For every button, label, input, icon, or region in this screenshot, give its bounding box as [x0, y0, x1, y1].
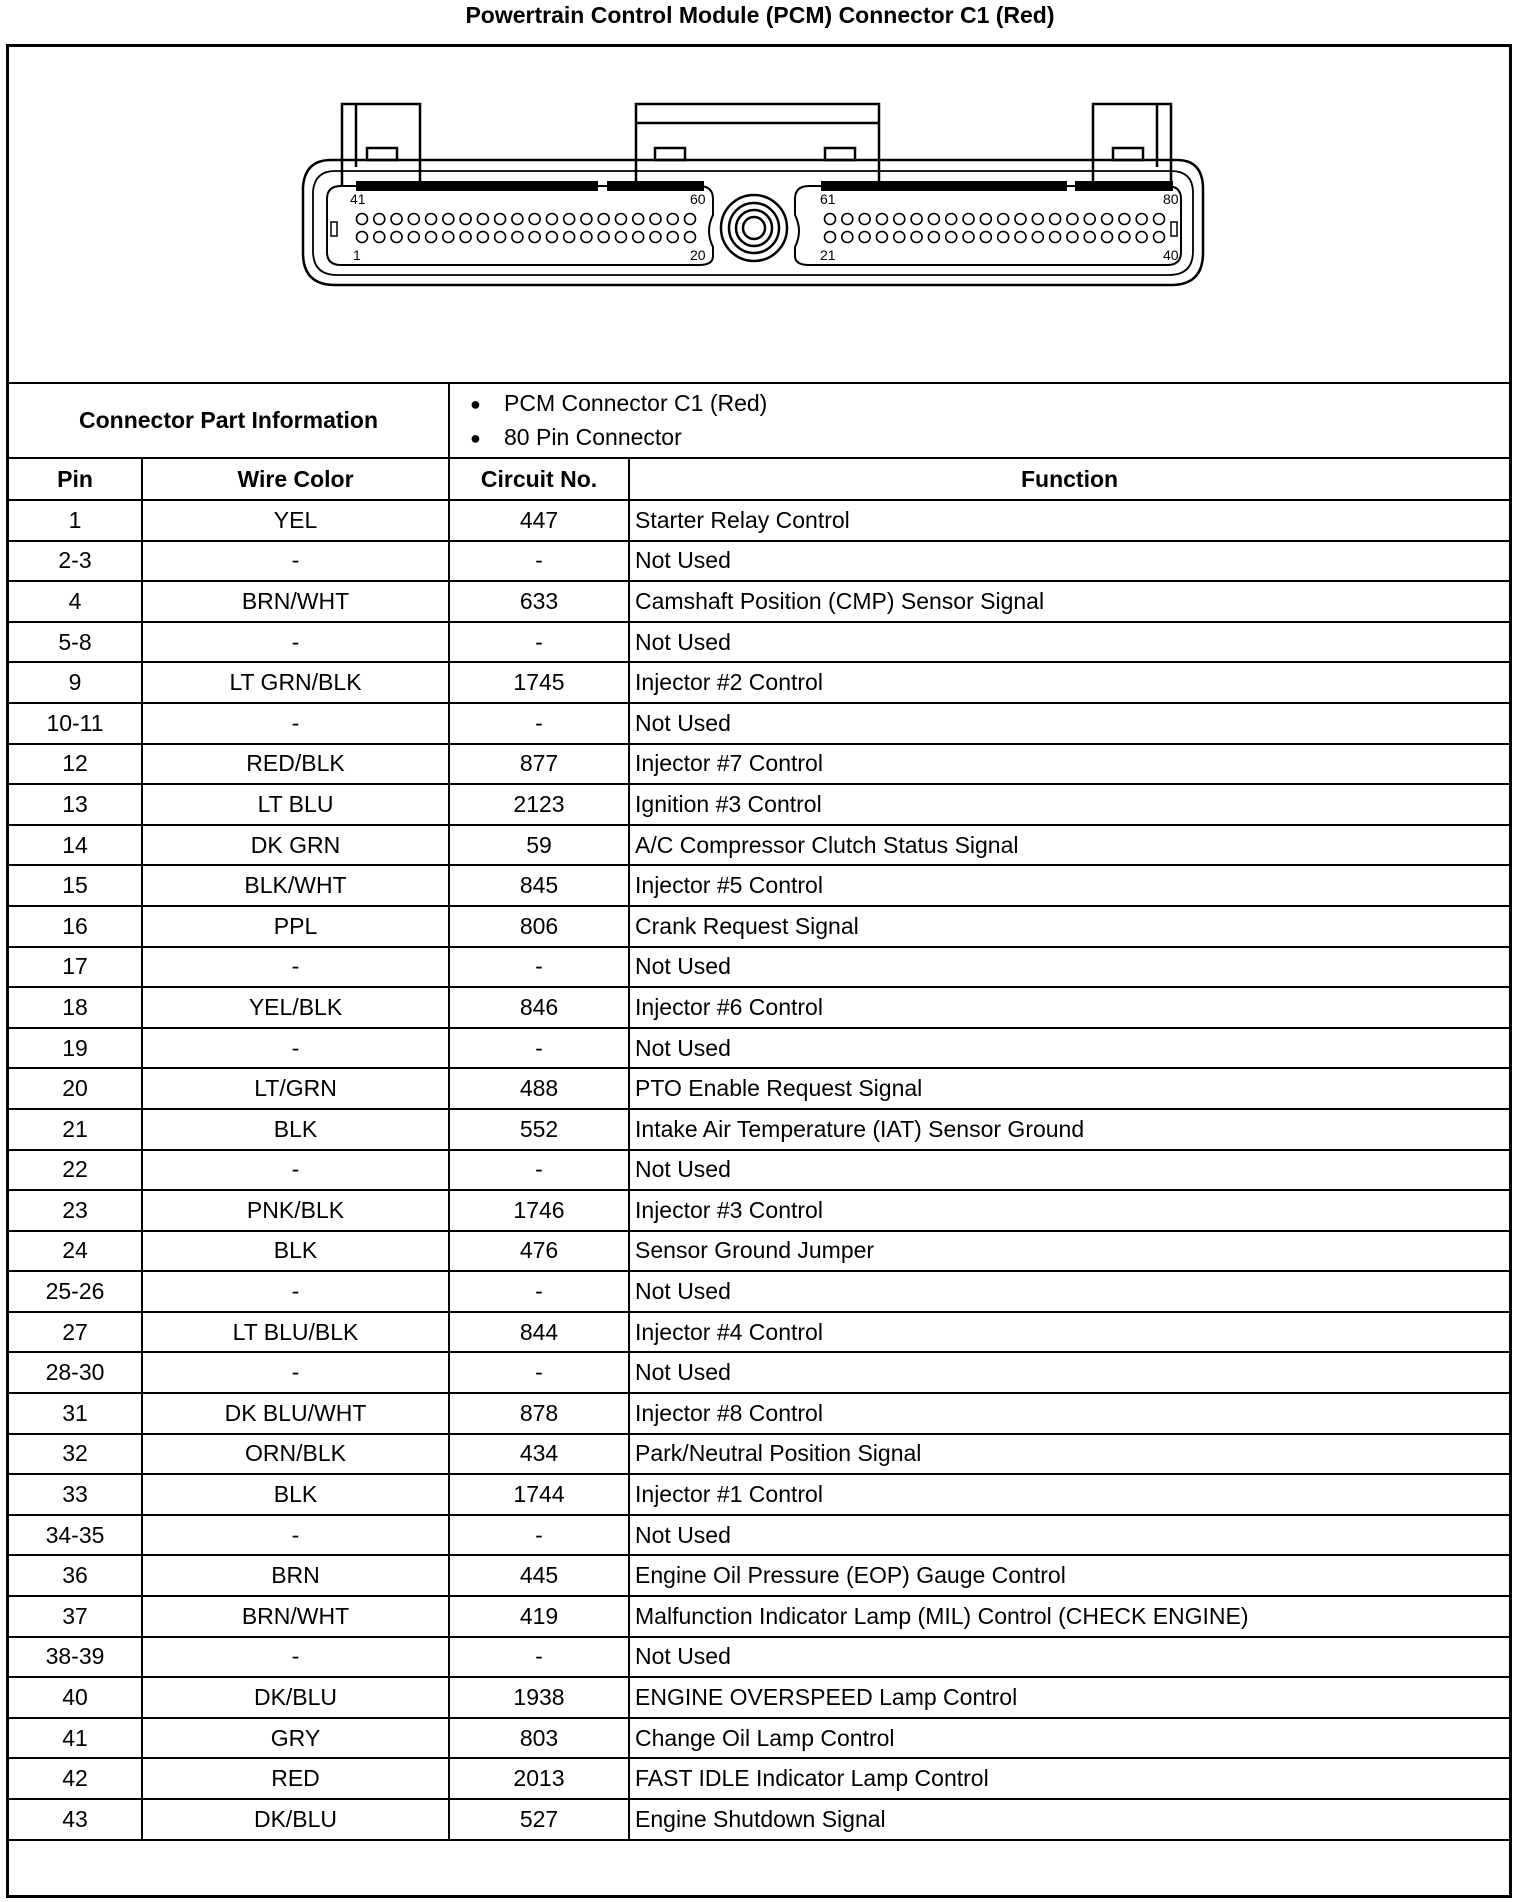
circuit-cell: -: [449, 947, 629, 988]
pin-cell: 32: [9, 1434, 142, 1475]
wire-color-cell: LT/GRN: [142, 1068, 449, 1109]
table-row: [9, 825, 1509, 866]
pin-cavity: [391, 232, 402, 243]
pin-cavity: [876, 232, 887, 243]
pin-cavity: [391, 214, 402, 225]
pin-cell: 25-26: [9, 1271, 142, 1312]
pin-cavity: [443, 214, 454, 225]
table-row: [9, 1474, 1509, 1515]
wire-color-cell: -: [142, 1515, 449, 1556]
function-cell: Not Used: [629, 703, 1509, 744]
function-cell: Park/Neutral Position Signal: [629, 1434, 1509, 1475]
pin-cavity: [1067, 232, 1078, 243]
circuit-cell: 2123: [449, 784, 629, 825]
wire-color-cell: -: [142, 703, 449, 744]
connector-drawing: [9, 47, 1509, 382]
table-row: [9, 906, 1509, 947]
function-cell: Injector #2 Control: [629, 662, 1509, 703]
table-row: [9, 500, 1509, 541]
table-row: [9, 1677, 1509, 1718]
pin-cavity: [685, 232, 696, 243]
pin-cavity: [1015, 214, 1026, 225]
circuit-cell: 59: [449, 825, 629, 866]
pin-cavity: [460, 214, 471, 225]
wire-color-cell: BLK: [142, 1474, 449, 1515]
pin-cavity: [1136, 214, 1147, 225]
pin-label-61: 61: [820, 191, 836, 207]
wire-color-cell: -: [142, 1271, 449, 1312]
pin-cavity: [581, 232, 592, 243]
table-row: [9, 1799, 1509, 1840]
pin-cavity: [928, 214, 939, 225]
pin-cavity: [495, 232, 506, 243]
function-cell: PTO Enable Request Signal: [629, 1068, 1509, 1109]
pin-cavity: [1136, 232, 1147, 243]
pin-cell: 15: [9, 865, 142, 906]
function-cell: Crank Request Signal: [629, 906, 1509, 947]
pin-cavity: [529, 214, 540, 225]
table-row: [9, 1393, 1509, 1434]
circuit-cell: -: [449, 1515, 629, 1556]
pin-cavity: [546, 214, 557, 225]
circuit-cell: 878: [449, 1393, 629, 1434]
pin-cavity: [460, 232, 471, 243]
circuit-cell: 1744: [449, 1474, 629, 1515]
circuit-cell: 2013: [449, 1758, 629, 1799]
wire-color-cell: DK GRN: [142, 825, 449, 866]
table-row: [9, 1434, 1509, 1475]
circuit-cell: -: [449, 1271, 629, 1312]
pin-cavity: [650, 214, 661, 225]
pin-cavity: [426, 232, 437, 243]
function-cell: Injector #7 Control: [629, 744, 1509, 785]
part-info-item: ● PCM Connector C1 (Red): [470, 387, 1509, 421]
pin-cavity: [615, 214, 626, 225]
table-row: [9, 1068, 1509, 1109]
function-cell: Not Used: [629, 622, 1509, 663]
function-cell: Not Used: [629, 1150, 1509, 1191]
circuit-cell: 552: [449, 1109, 629, 1150]
connector-part-info-label: Connector Part Information: [9, 383, 449, 458]
connector-part-info-row: [9, 383, 1509, 458]
pin-cell: 40: [9, 1677, 142, 1718]
circuit-cell: -: [449, 1352, 629, 1393]
wire-color-cell: -: [142, 1352, 449, 1393]
circuit-cell: 1746: [449, 1190, 629, 1231]
wire-color-cell: BRN/WHT: [142, 581, 449, 622]
wire-color-cell: -: [142, 1637, 449, 1678]
wire-color-cell: PPL: [142, 906, 449, 947]
function-cell: Injector #1 Control: [629, 1474, 1509, 1515]
wire-color-cell: LT GRN/BLK: [142, 662, 449, 703]
pin-cavity: [477, 232, 488, 243]
pin-cavity: [512, 214, 523, 225]
pin-cavity: [650, 232, 661, 243]
pin-cell: 4: [9, 581, 142, 622]
header-function: Function: [629, 458, 1509, 500]
pin-cavity: [495, 214, 506, 225]
pin-cavity: [564, 214, 575, 225]
pinout-table: [9, 382, 1509, 1841]
table-row: [9, 662, 1509, 703]
table-row: [9, 1190, 1509, 1231]
pin-cavity: [546, 232, 557, 243]
circuit-cell: 488: [449, 1068, 629, 1109]
wire-color-cell: DK BLU/WHT: [142, 1393, 449, 1434]
function-cell: Not Used: [629, 1515, 1509, 1556]
pin-cell: 38-39: [9, 1637, 142, 1678]
table-row: [9, 1637, 1509, 1678]
function-cell: Not Used: [629, 1637, 1509, 1678]
pin-cavity: [633, 232, 644, 243]
pin-cavity: [564, 232, 575, 243]
function-cell: Sensor Ground Jumper: [629, 1231, 1509, 1272]
pin-cell: 5-8: [9, 622, 142, 663]
pin-label-80: 80: [1163, 191, 1179, 207]
table-row: [9, 1596, 1509, 1637]
circuit-cell: 877: [449, 744, 629, 785]
function-cell: Change Oil Lamp Control: [629, 1718, 1509, 1759]
pin-cell: 9: [9, 662, 142, 703]
pin-cell: 20: [9, 1068, 142, 1109]
circuit-cell: 803: [449, 1718, 629, 1759]
pin-cell: 28-30: [9, 1352, 142, 1393]
pin-cell: 10-11: [9, 703, 142, 744]
wire-color-cell: -: [142, 541, 449, 582]
pin-cavity: [1084, 232, 1095, 243]
pin-cavity: [859, 214, 870, 225]
wire-color-cell: BRN: [142, 1555, 449, 1596]
pin-cavity: [633, 214, 644, 225]
circuit-cell: -: [449, 1637, 629, 1678]
pin-cavity: [408, 232, 419, 243]
pin-cavity: [408, 214, 419, 225]
function-cell: Not Used: [629, 1028, 1509, 1069]
pin-cell: 42: [9, 1758, 142, 1799]
function-cell: Injector #5 Control: [629, 865, 1509, 906]
pin-cavity: [477, 214, 488, 225]
pin-label-41: 41: [350, 191, 366, 207]
pin-cavity: [357, 232, 368, 243]
pin-cavity: [1050, 232, 1061, 243]
function-cell: A/C Compressor Clutch Status Signal: [629, 825, 1509, 866]
pin-cavity: [876, 214, 887, 225]
pin-cavity: [667, 214, 678, 225]
pin-label-20: 20: [690, 247, 706, 263]
function-cell: Not Used: [629, 1271, 1509, 1312]
pin-cavity: [1154, 232, 1165, 243]
pin-cell: 2-3: [9, 541, 142, 582]
circuit-cell: -: [449, 1028, 629, 1069]
function-cell: Ignition #3 Control: [629, 784, 1509, 825]
wire-color-cell: -: [142, 1150, 449, 1191]
function-cell: ENGINE OVERSPEED Lamp Control: [629, 1677, 1509, 1718]
table-row: [9, 1028, 1509, 1069]
pin-cavity: [443, 232, 454, 243]
function-cell: Injector #6 Control: [629, 987, 1509, 1028]
function-cell: FAST IDLE Indicator Lamp Control: [629, 1758, 1509, 1799]
pin-cavity: [911, 232, 922, 243]
pin-cavity: [529, 232, 540, 243]
pin-cell: 33: [9, 1474, 142, 1515]
table-row: [9, 1515, 1509, 1556]
pin-cell: 41: [9, 1718, 142, 1759]
circuit-cell: 1745: [449, 662, 629, 703]
pin-cavity: [1032, 214, 1043, 225]
circuit-cell: 527: [449, 1799, 629, 1840]
circuit-cell: 1938: [449, 1677, 629, 1718]
pin-cavity: [426, 214, 437, 225]
table-row: [9, 1109, 1509, 1150]
wire-color-cell: YEL/BLK: [142, 987, 449, 1028]
pin-cavity: [894, 214, 905, 225]
pin-cavity: [980, 232, 991, 243]
pin-cavity: [1119, 214, 1130, 225]
pin-cavity: [1154, 214, 1165, 225]
pin-cell: 18: [9, 987, 142, 1028]
circuit-cell: 419: [449, 1596, 629, 1637]
pin-cell: 36: [9, 1555, 142, 1596]
pin-cavity: [1084, 214, 1095, 225]
function-cell: Engine Shutdown Signal: [629, 1799, 1509, 1840]
pin-cavity: [1119, 232, 1130, 243]
pin-label-60: 60: [690, 191, 706, 207]
circuit-cell: 476: [449, 1231, 629, 1272]
pin-cavity: [1102, 214, 1113, 225]
pin-cell: 37: [9, 1596, 142, 1637]
circuit-cell: -: [449, 541, 629, 582]
wire-color-cell: BLK: [142, 1109, 449, 1150]
pin-label-40: 40: [1163, 247, 1179, 263]
pin-cavity: [963, 232, 974, 243]
table-row: [9, 987, 1509, 1028]
pin-cell: 22: [9, 1150, 142, 1191]
pin-cavity: [1032, 232, 1043, 243]
pin-cavity: [374, 214, 385, 225]
circuit-cell: -: [449, 622, 629, 663]
table-row: [9, 1758, 1509, 1799]
page-title: Powertrain Control Module (PCM) Connector C1 (Red): [465, 2, 1055, 28]
pin-cavity: [946, 232, 957, 243]
pin-cell: 17: [9, 947, 142, 988]
pin-cavity: [581, 214, 592, 225]
pin-cavity: [911, 214, 922, 225]
pin-cavity: [998, 232, 1009, 243]
function-cell: Starter Relay Control: [629, 500, 1509, 541]
function-cell: Not Used: [629, 1352, 1509, 1393]
pin-cavity: [998, 214, 1009, 225]
pin-cell: 21: [9, 1109, 142, 1150]
wire-color-cell: DK/BLU: [142, 1677, 449, 1718]
table-row: [9, 1312, 1509, 1353]
pin-cavity: [928, 232, 939, 243]
header-circuit-no: Circuit No.: [449, 458, 629, 500]
pin-cell: 1: [9, 500, 142, 541]
pin-cell: 31: [9, 1393, 142, 1434]
header-wire-color: Wire Color: [142, 458, 449, 500]
wire-color-cell: PNK/BLK: [142, 1190, 449, 1231]
pin-cavity: [825, 232, 836, 243]
pin-cavity: [615, 232, 626, 243]
table-row: [9, 703, 1509, 744]
connector-part-info-list: [449, 383, 1509, 458]
pin-cavity: [357, 214, 368, 225]
pin-cavity: [685, 214, 696, 225]
pin-cavity: [1067, 214, 1078, 225]
circuit-cell: 434: [449, 1434, 629, 1475]
function-cell: Malfunction Indicator Lamp (MIL) Control (CHECK ENGINE): [629, 1596, 1509, 1637]
pin-cavity: [980, 214, 991, 225]
wire-color-cell: RED: [142, 1758, 449, 1799]
table-row: [9, 1231, 1509, 1272]
table-row: [9, 1555, 1509, 1596]
table-row: [9, 744, 1509, 785]
pin-cavity: [859, 232, 870, 243]
table-row: [9, 865, 1509, 906]
circuit-cell: 445: [449, 1555, 629, 1596]
table-row: [9, 1271, 1509, 1312]
wire-color-cell: YEL: [142, 500, 449, 541]
table-row: [9, 1352, 1509, 1393]
function-cell: Injector #4 Control: [629, 1312, 1509, 1353]
pin-cavity: [598, 214, 609, 225]
wire-color-cell: LT BLU/BLK: [142, 1312, 449, 1353]
pin-cavity: [512, 232, 523, 243]
part-info-item: ● 80 Pin Connector: [470, 421, 1509, 455]
pin-cavity: [1102, 232, 1113, 243]
pin-cell: 16: [9, 906, 142, 947]
pin-cavity: [374, 232, 385, 243]
wire-color-cell: -: [142, 622, 449, 663]
circuit-cell: -: [449, 1150, 629, 1191]
function-cell: Intake Air Temperature (IAT) Sensor Ground: [629, 1109, 1509, 1150]
pin-label-21: 21: [820, 247, 836, 263]
pin-cavity: [946, 214, 957, 225]
table-row: [9, 622, 1509, 663]
circuit-cell: -: [449, 703, 629, 744]
pin-cavity: [963, 214, 974, 225]
wire-color-cell: ORN/BLK: [142, 1434, 449, 1475]
function-cell: Engine Oil Pressure (EOP) Gauge Control: [629, 1555, 1509, 1596]
connector-diagram: [9, 47, 1509, 382]
pin-cavity: [667, 232, 678, 243]
circuit-cell: 806: [449, 906, 629, 947]
header-pin: Pin: [9, 458, 142, 500]
pin-cell: 34-35: [9, 1515, 142, 1556]
table-row: [9, 784, 1509, 825]
circuit-cell: 845: [449, 865, 629, 906]
wire-color-cell: -: [142, 947, 449, 988]
pin-label-1: 1: [353, 247, 361, 263]
pin-cavity: [598, 232, 609, 243]
pin-cavity: [1050, 214, 1061, 225]
table-row: [9, 541, 1509, 582]
pin-cell: 12: [9, 744, 142, 785]
table-row: [9, 947, 1509, 988]
pin-cavity: [842, 232, 853, 243]
pin-cavity: [894, 232, 905, 243]
pin-cavity: [1015, 232, 1026, 243]
table-row: [9, 1150, 1509, 1191]
wire-color-cell: BLK: [142, 1231, 449, 1272]
pin-cell: 23: [9, 1190, 142, 1231]
function-cell: Not Used: [629, 947, 1509, 988]
function-cell: Injector #3 Control: [629, 1190, 1509, 1231]
circuit-cell: 633: [449, 581, 629, 622]
connector-frame: [6, 44, 1512, 1898]
wire-color-cell: -: [142, 1028, 449, 1069]
wire-color-cell: DK/BLU: [142, 1799, 449, 1840]
table-header-row: [9, 458, 1509, 500]
circuit-cell: 844: [449, 1312, 629, 1353]
circuit-cell: 447: [449, 500, 629, 541]
wire-color-cell: BRN/WHT: [142, 1596, 449, 1637]
table-row: [9, 581, 1509, 622]
pin-cell: 43: [9, 1799, 142, 1840]
pin-cell: 14: [9, 825, 142, 866]
wire-color-cell: LT BLU: [142, 784, 449, 825]
pin-cell: 19: [9, 1028, 142, 1069]
function-cell: Injector #8 Control: [629, 1393, 1509, 1434]
function-cell: Not Used: [629, 541, 1509, 582]
circuit-cell: 846: [449, 987, 629, 1028]
table-row: [9, 1718, 1509, 1759]
function-cell: Camshaft Position (CMP) Sensor Signal: [629, 581, 1509, 622]
pin-cell: 24: [9, 1231, 142, 1272]
pin-cell: 27: [9, 1312, 142, 1353]
wire-color-cell: GRY: [142, 1718, 449, 1759]
wire-color-cell: RED/BLK: [142, 744, 449, 785]
pin-cell: 13: [9, 784, 142, 825]
pin-cavity: [842, 214, 853, 225]
wire-color-cell: BLK/WHT: [142, 865, 449, 906]
pin-cavity: [825, 214, 836, 225]
